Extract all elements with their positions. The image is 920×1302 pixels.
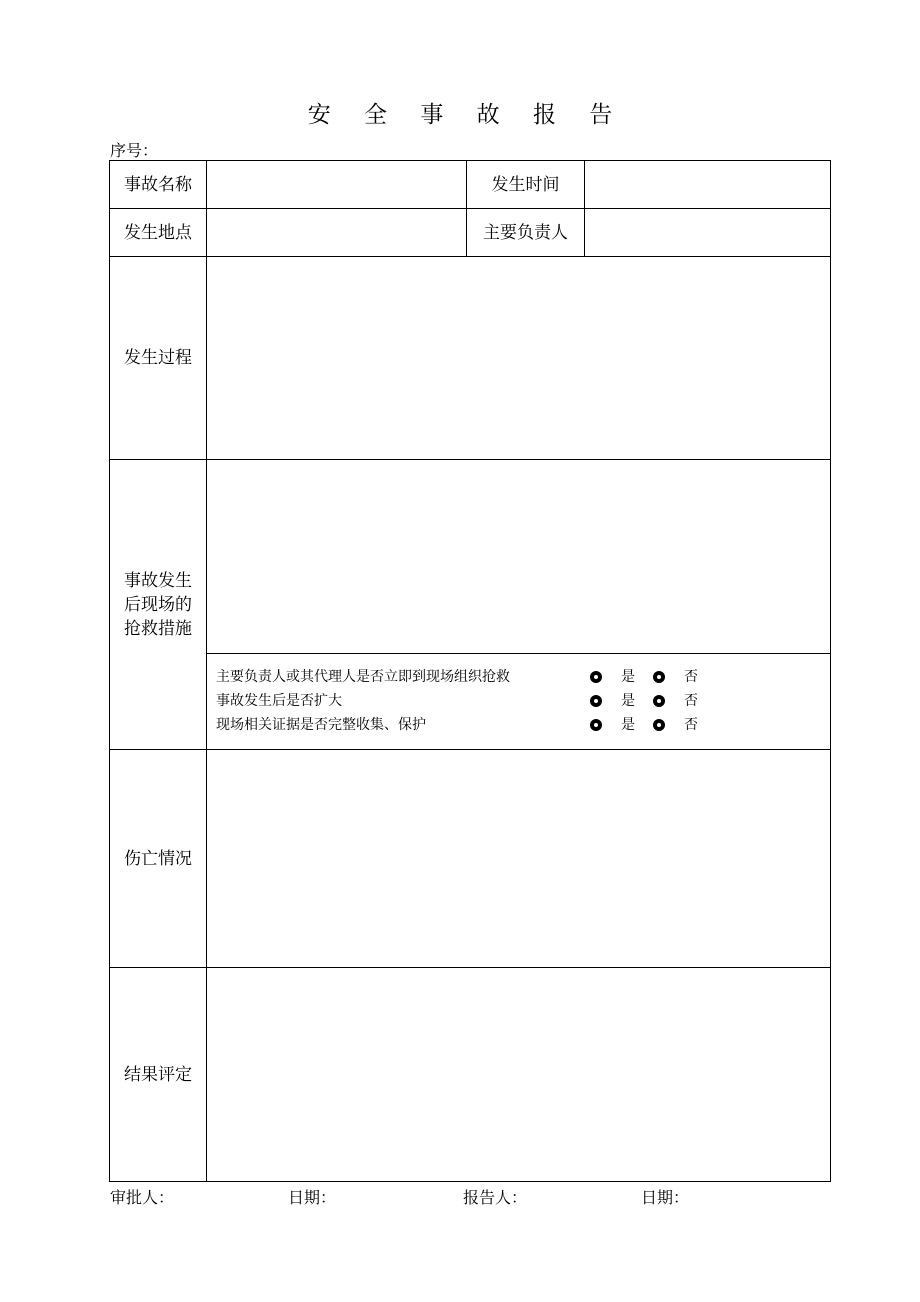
person-in-charge-field[interactable] <box>585 209 830 256</box>
no-radio-icon[interactable] <box>653 695 665 707</box>
accident-name-label: 事故名称 <box>124 174 192 195</box>
rescue-label-line: 事故发生 <box>124 570 192 591</box>
no-option-label: 否 <box>684 717 698 733</box>
accident-name-field[interactable] <box>207 161 466 208</box>
no-option-label: 否 <box>684 669 698 685</box>
occurrence-location-field[interactable] <box>207 209 466 256</box>
person-in-charge-label: 主要负责人 <box>483 222 568 243</box>
process-label: 发生过程 <box>124 348 192 368</box>
yes-radio-icon[interactable] <box>590 671 602 683</box>
casualties-label: 伤亡情况 <box>124 848 192 869</box>
approver-label: 审批人： <box>110 1188 175 1207</box>
approval-date-label: 日期： <box>288 1188 337 1207</box>
yes-option-label: 是 <box>621 693 635 709</box>
occurrence-time-field[interactable] <box>585 161 830 208</box>
rescue-label-line: 后现场的 <box>124 594 192 615</box>
process-field[interactable] <box>207 257 830 459</box>
question-row <box>216 690 816 712</box>
occurrence-location-label: 发生地点 <box>124 222 192 243</box>
report-form-table <box>109 160 831 1182</box>
question-text: 现场相关证据是否完整收集、保护 <box>216 717 426 733</box>
rescue-label-line: 抢救措施 <box>124 618 192 639</box>
serial-number-label: 序号： <box>110 141 159 160</box>
rescue-measures-field[interactable] <box>207 460 830 653</box>
no-option-label: 否 <box>684 693 698 709</box>
rescue-measures-label <box>110 460 206 749</box>
yes-option-label: 是 <box>621 669 635 685</box>
document-title: 安 全 事 故 报 告 <box>307 102 626 128</box>
question-row <box>216 666 816 688</box>
yes-option-label: 是 <box>621 717 635 733</box>
no-radio-icon[interactable] <box>653 671 665 683</box>
question-text: 主要负责人或其代理人是否立即到现场组织抢救 <box>216 669 510 685</box>
casualties-field[interactable] <box>207 750 830 967</box>
report-date-label: 日期： <box>641 1188 690 1207</box>
no-radio-icon[interactable] <box>653 719 665 731</box>
yes-radio-icon[interactable] <box>590 695 602 707</box>
result-evaluation-label: 结果评定 <box>124 1064 192 1085</box>
question-text: 事故发生后是否扩大 <box>216 693 342 709</box>
row-divider <box>206 653 830 654</box>
result-evaluation-field[interactable] <box>207 968 830 1181</box>
yes-radio-icon[interactable] <box>590 719 602 731</box>
occurrence-time-label: 发生时间 <box>491 174 560 195</box>
reporter-label: 报告人： <box>463 1188 528 1207</box>
question-row <box>216 714 816 736</box>
